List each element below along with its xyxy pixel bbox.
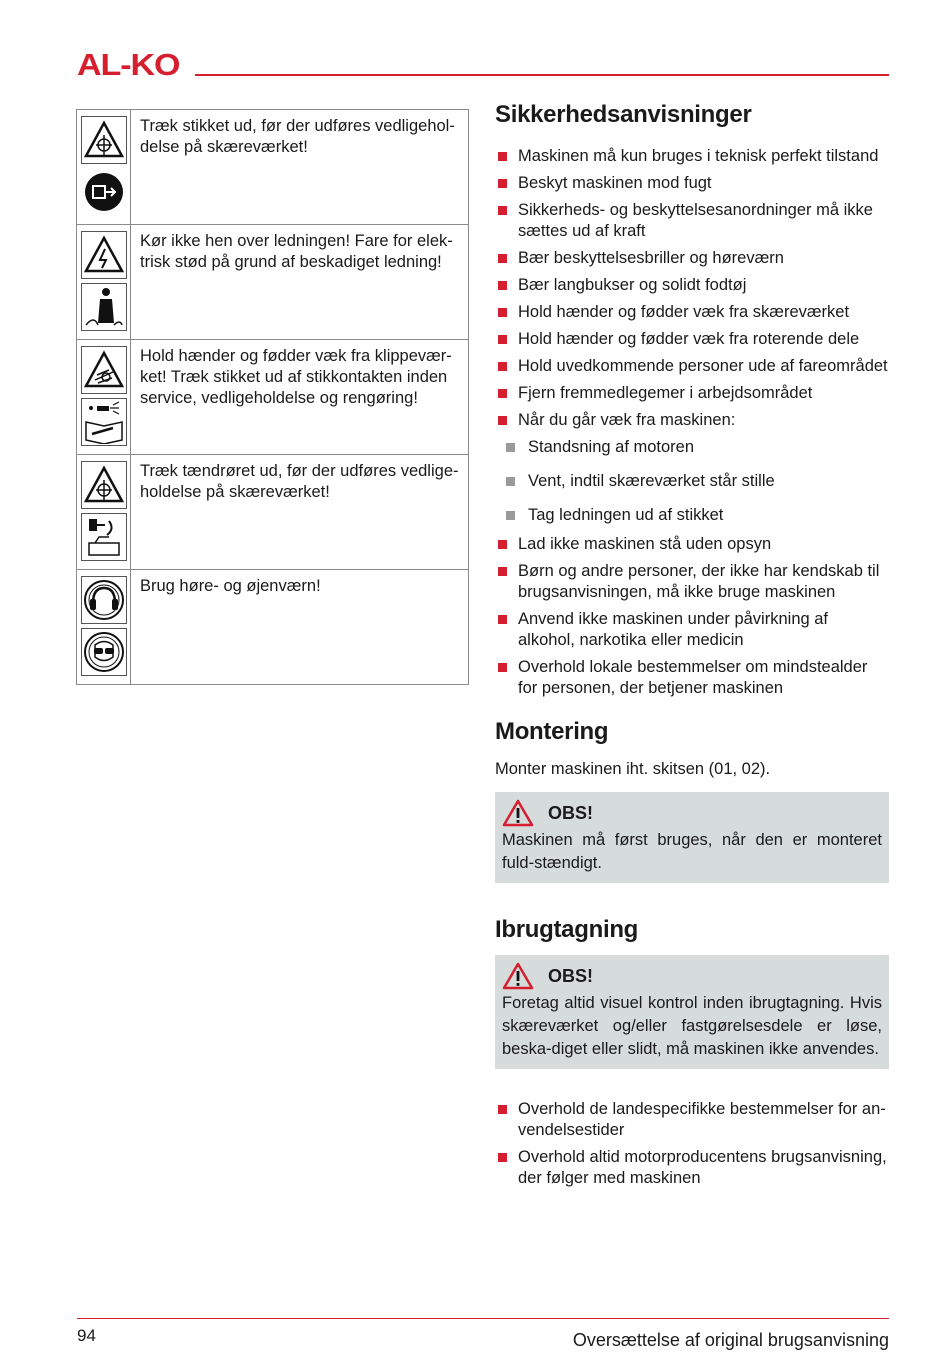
list-item: Beskyt maskinen mod fugt bbox=[495, 173, 889, 194]
list-item: Hold hænder og fødder væk fra skæreværket bbox=[495, 302, 889, 323]
warning-triangle-icon bbox=[502, 962, 534, 990]
mower-over-cable-icon bbox=[81, 283, 127, 331]
safety-sublist bbox=[495, 437, 889, 526]
list-item: Fjern fremmedlegemer i arbejdsområdet bbox=[495, 383, 889, 404]
note-header bbox=[502, 797, 882, 829]
note-header bbox=[502, 960, 882, 992]
symbol-icon-cell bbox=[77, 570, 131, 685]
list-item: Når du går væk fra maskinen: bbox=[495, 410, 889, 431]
unplug-icon bbox=[81, 168, 127, 216]
symbol-text: Træk stikket ud, før der udføres vedligehol-delse på skæreværket! bbox=[131, 110, 469, 225]
electric-shock-warning-icon bbox=[81, 231, 127, 279]
symbol-row bbox=[77, 225, 469, 340]
note-body: Foretag altid visuel kontrol inden ibrugtagning. Hvis skæreværket og/eller fastgørelsesdele er løse, beska-diget eller slidt, må maskinen ikke anvendes. bbox=[502, 994, 882, 1058]
symbol-icon-cell bbox=[77, 110, 131, 225]
alko-logo: AL-KO bbox=[77, 47, 180, 82]
list-item: Hold uvedkommende personer ude af fareområdet bbox=[495, 356, 889, 377]
symbol-text: Kør ikke hen over ledningen! Fare for elek-trisk stød på grund af beskadiget ledning! bbox=[131, 225, 469, 340]
list-item: Anvend ikke maskinen under påvirkning af alkohol, narkotika eller medicin bbox=[495, 609, 889, 651]
sub-list-item: Tag ledningen ud af stikket bbox=[495, 505, 889, 526]
symbol-row bbox=[77, 570, 469, 685]
safety-list-continued bbox=[495, 534, 889, 699]
page-number: 94 bbox=[77, 1326, 96, 1345]
remove-spark-plug-icon bbox=[81, 513, 127, 561]
warning-triangle-icon bbox=[502, 799, 534, 827]
list-item: Maskinen må kun bruges i teknisk perfekt tilstand bbox=[495, 146, 889, 167]
symbol-icon-cell bbox=[77, 225, 131, 340]
right-column bbox=[495, 100, 889, 1195]
page-header bbox=[77, 47, 889, 82]
montering-text: Monter maskinen iht. skitsen (01, 02). bbox=[495, 760, 771, 778]
symbol-icon-cell bbox=[77, 340, 131, 455]
section-title-safety: Sikkerhedsanvisninger bbox=[495, 101, 752, 128]
symbol-row bbox=[77, 455, 469, 570]
list-item: Overhold de landespecifikke bestemmelser for an-vendelsestider bbox=[495, 1099, 889, 1141]
warning-rotating-blade-icon bbox=[81, 116, 127, 164]
list-item: Børn og andre personer, der ikke har kendskab til brugsanvisningen, må ikke bruge maskinen bbox=[495, 561, 889, 603]
symbol-row bbox=[77, 340, 469, 455]
header-rule bbox=[195, 74, 889, 76]
list-item: Lad ikke maskinen stå uden opsyn bbox=[495, 534, 889, 555]
symbol-table bbox=[76, 109, 469, 685]
section-title-montering: Montering bbox=[495, 718, 609, 745]
footer-title: Oversættelse af original brugsanvisning bbox=[572, 1330, 889, 1350]
read-manual-icon bbox=[81, 398, 127, 446]
list-item: Overhold lokale bestemmelser om mindstealder for personen, der betjener maskinen bbox=[495, 657, 889, 699]
eye-protection-icon bbox=[81, 628, 127, 676]
list-item: Bær langbukser og solidt fodtøj bbox=[495, 275, 889, 296]
note-box-montering bbox=[495, 792, 889, 883]
list-item: Sikkerheds- og beskyttelsesanordninger må ikke sættes ud af kraft bbox=[495, 200, 889, 242]
list-item: Hold hænder og fødder væk fra roterende dele bbox=[495, 329, 889, 350]
symbol-icon-cell bbox=[77, 455, 131, 570]
symbol-row bbox=[77, 110, 469, 225]
warning-rotating-blade-icon bbox=[81, 461, 127, 509]
list-item: Bær beskyttelsesbriller og høreværn bbox=[495, 248, 889, 269]
footer-rule bbox=[77, 1318, 889, 1319]
list-item: Overhold altid motorproducentens brugsanvisning, der følger med maskinen bbox=[495, 1147, 889, 1189]
section-title-ibrugtagning: Ibrugtagning bbox=[495, 916, 639, 943]
note-box-ibrugtagning bbox=[495, 955, 889, 1069]
symbol-text: Træk tændrøret ud, før der udføres vedlige-holdelse på skæreværket! bbox=[131, 455, 469, 570]
note-title: OBS! bbox=[548, 802, 593, 823]
symbol-text: Hold hænder og fødder væk fra klippevær-ket! Træk stikket ud af stikkontakten inden service, vedligeholdelse og rengøring! bbox=[131, 340, 469, 455]
note-title: OBS! bbox=[548, 965, 593, 986]
ibrugtagning-list bbox=[495, 1099, 889, 1189]
note-body: Maskinen må først bruges, når den er monteret fuld-stændigt. bbox=[502, 831, 882, 872]
hand-cut-warning-icon bbox=[81, 346, 127, 394]
ear-protection-icon bbox=[81, 576, 127, 624]
safety-list bbox=[495, 146, 889, 431]
sub-list-item: Standsning af motoren bbox=[495, 437, 889, 458]
sub-list-item: Vent, indtil skæreværket står stille bbox=[495, 471, 889, 492]
symbol-text: Brug høre- og øjenværn! bbox=[131, 570, 469, 685]
